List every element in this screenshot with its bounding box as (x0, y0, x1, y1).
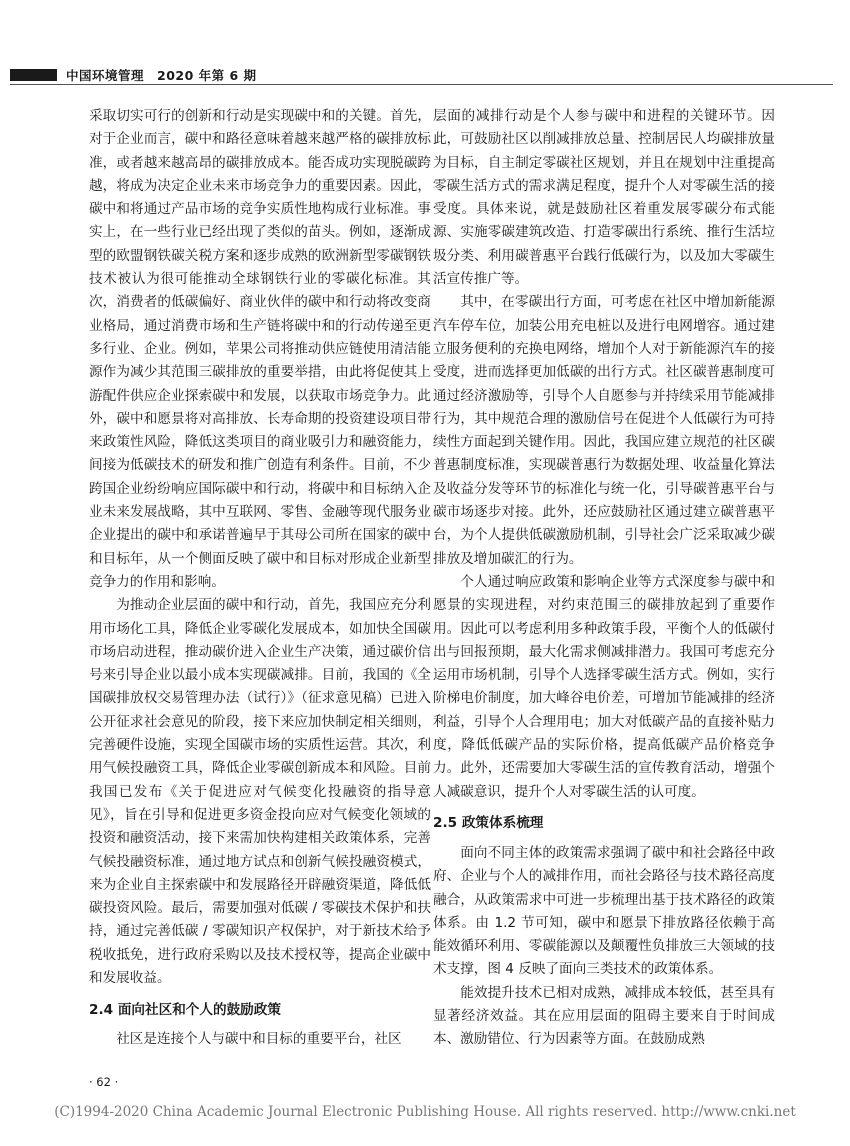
section-heading-2-4: 2.4 面向社区和个人的鼓励政策 (89, 1001, 281, 1018)
copyright-footer: (C)1994-2020 China Academic Journal Electronic Publishing House. All rights reserved. http://www.cnki.net (54, 1104, 796, 1120)
paragraph: 能效提升技术已相对成熟，减排成本较低，甚至具有显著经济效益。其在应用层面的阻碍主要来自于时间成本、激励错位、行为因素等方面。在鼓励成熟 (433, 984, 775, 1048)
paragraph: 面向不同主体的政策需求强调了碳中和社会路径中政府、企业与个人的减排作用，而社会路径与技术路径高度融合，从政策需求中可进一步梳理出基于技术路径的政策体系。由 1.2 节可知，碳中和愿景下排放路径依赖于高能效循环利用、零碳能源以及颠覆性负排放三大领域的技术支撑，图 4 反映了面向三类技术的政策体系。 (433, 844, 775, 978)
paragraph: 社区是连接个人与碳中和目标的重要平台，社区 (116, 1031, 402, 1048)
paragraph: 其中，在零碳出行方面，可考虑在社区中增加新能源汽车停车位，加装公用充电桩以及进行电网增容。通过建立服务便利的充换电网络，增加个人对于新能源汽车的接受度，进而选择更加低碳的出行方式。社区碳普惠制度可通过经济激励等，引导个人自愿参与并持续采用节能减排行为，其中规范合理的激励信号在促进个人低碳行为可持续性方面起到关键作用。因此，我国应建立规范的社区碳普惠制度标准，实现碳普惠行为数据处理、收益量化算法及收益分发等环节的标准化与统一化，引导碳普惠平台与碳市场逐步对接。此外，还应鼓励社区通过建立碳普惠平台，为个人提供低碳激励机制，引导社会广泛采取减少碳排放及增加碳汇的行为。 (433, 294, 775, 567)
paragraph: 采取切实可行的创新和行动是实现碳中和的关键。首先，对于企业而言，碳中和路径意味着越来越严格的碳排放标准，或者越来越高昂的碳排放成本。能否成功实现脱碳跨越，将成为决定企业未来市场竞争力的重要因素。因此，碳中和将通过产品市场的竞争实质性地构成行业标准。事实上，在一些行业已经出现了类似的苗头。例如，逐渐成型的欧盟钢铁碳关税方案和逐步成熟的欧洲新型零碳钢铁技术被认为很可能推动全球钢铁行业的零碳化标准。其次，消费者的低碳偏好、商业伙伴的碳中和行动将改变商业格局，通过消费市场和生产链将碳中和的行动传递至更多行业、企业。例如，苹果公司将推动供应链使用清洁能源作为减少其范围三碳排放的重要举措，由此将促使其上游配件供应企业探索碳中和发展，以获取市场竞争力。此外，碳中和愿景将对高排放、长寿命期的投资建设项目带来政策性风险，降低这类项目的商业吸引力和融资能力，间接为低碳技术的研发和推广创造有利条件。目前，不少跨国企业纷纷响应国际碳中和行动，将碳中和目标纳入企业未来发展战略，其中互联网、零售、金融等现代服务业企业提出的碳中和承诺普遍早于其母公司所在国家的碳中和目标年，从一个侧面反映了碳中和目标对形成企业新型竞争力的作用和影响。 (89, 108, 431, 590)
section-heading-2-5: 2.5 政策体系梳理 (433, 815, 544, 832)
journal-header: 中国环境管理 2020 年第 6 期 (66, 68, 257, 83)
paragraph: 层面的减排行动是个人参与碳中和进程的关键环节。因此，可鼓励社区以削减排放总量、控制居民人均碳排放量为目标，自主制定零碳社区规划，并且在规划中注重提高零碳生活方式的需求满足程度，提升个人对零碳生活的接受度。具体来说，就是鼓励社区着重发展零碳分布式能源、实施零碳建筑改造、打造零碳出行系统、推行生活垃圾分类、利用碳普惠平台践行低碳行为，以及加大零碳生活宣传推广等。 (433, 108, 775, 288)
paragraph: 个人通过响应政策和影响企业等方式深度参与碳中和愿景的实现进程，对约束范围三的碳排放起到了重要作用。因此可以考虑利用多种政策手段，平衡个人的低碳付出与回报预期，最大化需求侧减排潜力。我国可考虑充分运用市场机制，引导个人选择零碳生活方式。例如，实行阶梯电价制度，加大峰谷电价差，可增加节能减排的经济利益，引导个人合理用电；加大对低碳产品的直接补贴力度，降低低碳产品的实际价格，提高低碳产品价格竞争力。此外，还需要加大零碳生活的宣传教育活动，增强个人减碳意识，提升个人对零碳生活的认可度。 (433, 573, 775, 800)
header-divider (10, 84, 833, 85)
right-column (433, 105, 775, 1052)
header-bar (10, 69, 57, 81)
left-column (89, 105, 431, 1052)
paragraph: 为推动企业层面的碳中和行动，首先，我国应充分利用市场化工具，降低企业零碳化发展成本，如加快全国碳市场启动进程，推动碳价进入企业生产决策，通过碳价信号来引导企业以最小成本实现碳减排。目前，我国的《全国碳排放权交易管理办法（试行）》（征求意见稿）已进入公开征求社会意见的阶段，接下来应加快制定相关细则，完善硬件设施，实现全国碳市场的实质性运营。其次，利用气候投融资工具，降低企业零碳创新成本和风险。目前我国已发布《关于促进应对气候变化投融资的指导意见》，旨在引导和促进更多资金投向应对气候变化领域的投资和融资活动，接下来需加快构建相关政策体系，完善气候投融资标准，通过地方试点和创新气候投融资模式，来为企业自主探索碳中和发展路径开辟融资渠道，降低低碳投资风险。最后，需要加强对低碳 / 零碳技术保护和扶持，通过完善低碳 / 零碳知识产权保护，对于新技术给予税收抵免，进行政府采购以及技术授权等，提高企业碳中和发展收益。 (89, 597, 431, 986)
page-number: · 62 · (89, 1075, 119, 1089)
